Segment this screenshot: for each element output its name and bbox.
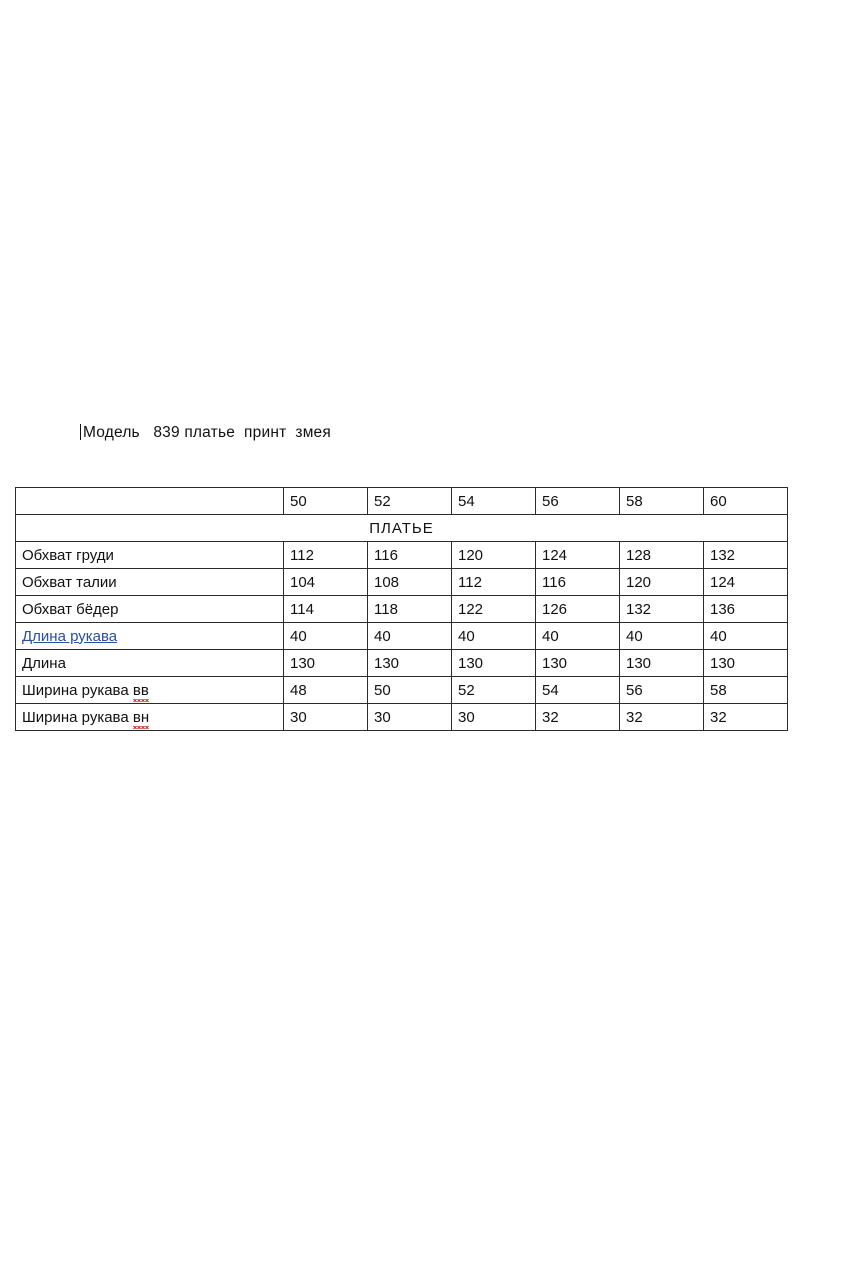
cell-length-50: 130 — [284, 650, 368, 677]
row-label-sleeve-width-top — [16, 677, 284, 704]
sleeve-width-bottom-prefix: Ширина рукава — [22, 708, 133, 726]
cell-waist-56: 116 — [536, 569, 620, 596]
row-label-sleeve-width-bottom — [16, 704, 284, 731]
page-title — [80, 424, 331, 442]
row-label-sleeve-length — [16, 623, 284, 650]
table-row — [16, 704, 788, 731]
cell-sleeve-width-bottom-58: 32 — [620, 704, 704, 731]
table-corner-cell — [16, 488, 284, 515]
table-row — [16, 650, 788, 677]
sleeve-width-bottom-misspelled-word: вн — [132, 708, 150, 726]
cell-hips-60: 136 — [704, 596, 788, 623]
cell-sleeve-length-50: 40 — [284, 623, 368, 650]
page-title-text: Модель 839 платье принт змея — [83, 424, 331, 441]
cell-length-52: 130 — [368, 650, 452, 677]
cell-sleeve-length-56: 40 — [536, 623, 620, 650]
cell-sleeve-width-top-52: 50 — [368, 677, 452, 704]
cell-length-56: 130 — [536, 650, 620, 677]
row-label-length: Длина — [16, 650, 284, 677]
cell-sleeve-length-58: 40 — [620, 623, 704, 650]
table-row — [16, 677, 788, 704]
cell-hips-56: 126 — [536, 596, 620, 623]
table-row — [16, 623, 788, 650]
table-row — [16, 596, 788, 623]
size-chart-table — [15, 487, 788, 731]
cell-sleeve-width-top-60: 58 — [704, 677, 788, 704]
cell-hips-50: 114 — [284, 596, 368, 623]
cell-sleeve-width-top-58: 56 — [620, 677, 704, 704]
cell-sleeve-length-54: 40 — [452, 623, 536, 650]
cell-sleeve-width-bottom-52: 30 — [368, 704, 452, 731]
table-row — [16, 569, 788, 596]
cell-waist-60: 124 — [704, 569, 788, 596]
sleeve-width-top-prefix: Ширина рукава — [22, 681, 133, 699]
cell-sleeve-length-52: 40 — [368, 623, 452, 650]
cell-sleeve-width-top-56: 54 — [536, 677, 620, 704]
size-header-56: 56 — [536, 488, 620, 515]
cell-bust-58: 128 — [620, 542, 704, 569]
row-label-waist: Обхват талии — [16, 569, 284, 596]
table-header-row — [16, 488, 788, 515]
cell-length-60: 130 — [704, 650, 788, 677]
cell-bust-56: 124 — [536, 542, 620, 569]
cell-bust-52: 116 — [368, 542, 452, 569]
cell-sleeve-width-bottom-54: 30 — [452, 704, 536, 731]
cell-sleeve-width-top-54: 52 — [452, 677, 536, 704]
cell-bust-60: 132 — [704, 542, 788, 569]
cell-length-54: 130 — [452, 650, 536, 677]
cell-waist-52: 108 — [368, 569, 452, 596]
cell-bust-54: 120 — [452, 542, 536, 569]
section-header-dress: ПЛАТЬЕ — [16, 515, 788, 542]
cell-hips-52: 118 — [368, 596, 452, 623]
cell-bust-50: 112 — [284, 542, 368, 569]
cell-waist-58: 120 — [620, 569, 704, 596]
row-label-hips: Обхват бёдер — [16, 596, 284, 623]
cell-sleeve-width-bottom-50: 30 — [284, 704, 368, 731]
size-header-52: 52 — [368, 488, 452, 515]
cell-length-58: 130 — [620, 650, 704, 677]
row-label-bust: Обхват груди — [16, 542, 284, 569]
table-row — [16, 542, 788, 569]
table-section-row — [16, 515, 788, 542]
size-header-50: 50 — [284, 488, 368, 515]
cell-waist-54: 112 — [452, 569, 536, 596]
size-header-60: 60 — [704, 488, 788, 515]
size-header-58: 58 — [620, 488, 704, 515]
text-cursor — [80, 424, 81, 440]
cell-sleeve-width-bottom-60: 32 — [704, 704, 788, 731]
cell-sleeve-length-60: 40 — [704, 623, 788, 650]
size-header-54: 54 — [452, 488, 536, 515]
size-chart-body — [16, 488, 788, 731]
cell-sleeve-width-top-50: 48 — [284, 677, 368, 704]
cell-waist-50: 104 — [284, 569, 368, 596]
cell-sleeve-width-bottom-56: 32 — [536, 704, 620, 731]
cell-hips-58: 132 — [620, 596, 704, 623]
sleeve-width-top-misspelled-word: вв — [132, 681, 149, 699]
cell-hips-54: 122 — [452, 596, 536, 623]
sleeve-length-link[interactable]: Длина рукава — [22, 627, 118, 645]
